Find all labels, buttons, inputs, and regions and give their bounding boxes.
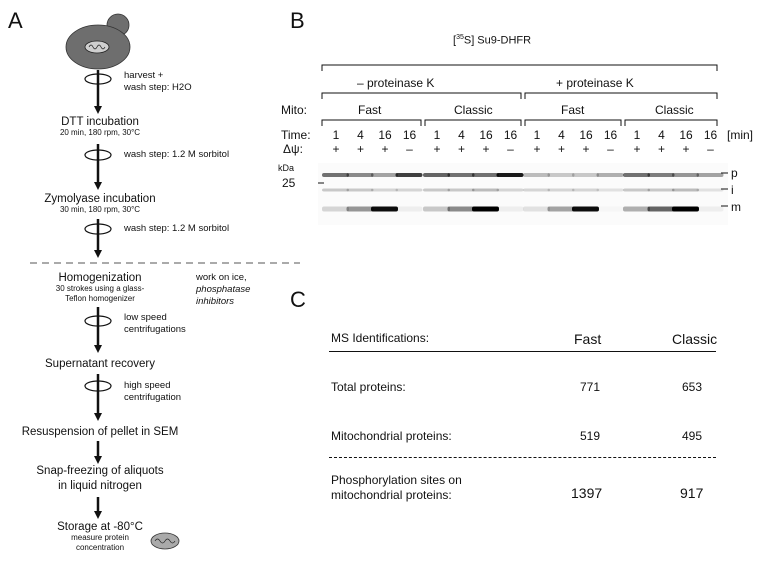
ms-header-classic: Classic bbox=[672, 331, 718, 347]
gel-band-m-lane-11 bbox=[572, 207, 599, 212]
lane-psi-15: + bbox=[682, 142, 690, 156]
gel-band-i-lane-1 bbox=[322, 189, 349, 192]
group-plus-pk: + proteinase K bbox=[556, 76, 634, 90]
gel-band-p-lane-12 bbox=[597, 173, 624, 177]
gel-band-i-lane-2 bbox=[347, 189, 374, 192]
ms-row-mito-label: Mitochondrial proteins: bbox=[331, 429, 452, 443]
gel-band-m-lane-6 bbox=[448, 207, 475, 212]
step-supernatant: Supernatant recovery bbox=[45, 358, 155, 370]
ms-row-total-classic: 653 bbox=[682, 380, 703, 394]
ms-row-total-fast: 771 bbox=[580, 380, 601, 394]
step-resuspension: Resuspension of pellet in SEM bbox=[21, 426, 179, 438]
gel-band-p-lane-16 bbox=[697, 173, 724, 177]
lane-time-14: 4 bbox=[658, 128, 665, 142]
gel-image bbox=[318, 163, 728, 225]
gel-band-m-lane-12 bbox=[597, 207, 624, 212]
harvest-label: harvest + wash step: H2O bbox=[124, 70, 192, 93]
gel-band-p-lane-14 bbox=[648, 173, 675, 177]
lane-psi-11: + bbox=[582, 142, 590, 156]
low-speed-label: low speed centrifugations bbox=[124, 312, 186, 335]
panel-label-c: C bbox=[290, 287, 306, 312]
gel-band-i-lane-3 bbox=[371, 189, 398, 192]
step-storage: Storage at -80°C measure protein concentration bbox=[57, 521, 143, 552]
gel-band-i-lane-16 bbox=[697, 189, 724, 192]
gel-brackets bbox=[300, 50, 740, 140]
lane-psi-6: + bbox=[457, 142, 465, 156]
lane-psi-10: + bbox=[557, 142, 565, 156]
kda-label: kDa bbox=[278, 163, 295, 173]
gel-band-i-lane-14 bbox=[648, 189, 675, 192]
wash-sorbitol-label-1: wash step: 1.2 M sorbitol bbox=[124, 149, 230, 160]
ms-header-fast: Fast bbox=[574, 331, 602, 347]
ms-header-rule bbox=[329, 351, 716, 352]
gel-band-i-lane-13 bbox=[623, 189, 650, 192]
lane-time-11: 16 bbox=[579, 128, 593, 142]
lane-time-12: 16 bbox=[603, 128, 618, 142]
step-homogenization: Homogenization 30 strokes using a glass- Teflon homogenizer bbox=[55, 272, 145, 303]
gel-band-i-lane-7 bbox=[472, 189, 499, 192]
lane-psi-16: – bbox=[707, 142, 714, 156]
lane-time-6: 4 bbox=[458, 128, 465, 142]
lane-psi-5: + bbox=[433, 142, 441, 156]
gel-band-i-lane-12 bbox=[597, 189, 624, 192]
gel-band-m-lane-2 bbox=[347, 207, 374, 212]
gel-band-i-lane-11 bbox=[572, 189, 599, 192]
gel-band-m-lane-5 bbox=[423, 207, 450, 212]
step-dtt: DTT incubation 20 min, 180 rpm, 30°C bbox=[59, 116, 141, 137]
lane-psi-8: – bbox=[507, 142, 514, 156]
psi-label: Δψ: bbox=[283, 142, 303, 156]
lane-psi-4: – bbox=[406, 142, 413, 156]
time-label: Time: bbox=[281, 128, 311, 142]
gel-band-m-lane-1 bbox=[322, 207, 349, 212]
prep-classic-2: Classic bbox=[655, 103, 694, 117]
ms-row-phospho-fast: 1397 bbox=[571, 485, 603, 501]
gel-title: [$^{35}$S] Su9-DHFR bbox=[453, 34, 532, 47]
panel-label-a: A bbox=[8, 8, 23, 33]
lane-time-3: 16 bbox=[378, 128, 392, 142]
gel-band-i-lane-10 bbox=[548, 189, 575, 192]
gel-band-p-lane-4 bbox=[396, 173, 423, 177]
lane-time-15: 16 bbox=[679, 128, 693, 142]
lane-time-7: 16 bbox=[479, 128, 493, 142]
marker-25: 25 bbox=[282, 176, 296, 190]
lane-time-10: 4 bbox=[558, 128, 565, 142]
high-speed-label: high speed centrifugation bbox=[124, 380, 182, 403]
gel-band-m-lane-8 bbox=[497, 207, 524, 212]
group-minus-pk: – proteinase K bbox=[357, 76, 435, 90]
lane-psi-3: + bbox=[381, 142, 389, 156]
gel-band-p-lane-11 bbox=[572, 173, 599, 177]
ms-row-mito-fast: 519 bbox=[580, 429, 601, 443]
gel-band-p-lane-1 bbox=[322, 173, 349, 177]
band-i: i bbox=[731, 183, 734, 197]
lane-psi-12: – bbox=[607, 142, 614, 156]
gel-band-p-lane-8 bbox=[497, 173, 524, 177]
ms-row-total-label: Total proteins: bbox=[331, 380, 406, 394]
gel-band-p-lane-10 bbox=[548, 173, 575, 177]
lane-psi-7: + bbox=[482, 142, 490, 156]
panel-label-b: B bbox=[290, 8, 305, 33]
gel-band-p-lane-7 bbox=[472, 173, 499, 177]
step-zymolyase: Zymolyase incubation 30 min, 180 rpm, 30°C bbox=[44, 193, 156, 214]
lane-time-13: 1 bbox=[633, 128, 641, 142]
gel-band-m-lane-16 bbox=[697, 207, 724, 212]
lane-time-9: 1 bbox=[533, 128, 541, 142]
band-p: p bbox=[731, 166, 738, 180]
lane-time-1: 1 bbox=[332, 128, 340, 142]
gel-band-m-lane-10 bbox=[548, 207, 575, 212]
lane-psi-9: + bbox=[533, 142, 541, 156]
gel-band-i-lane-9 bbox=[523, 189, 550, 192]
gel-band-i-lane-4 bbox=[396, 189, 423, 192]
lane-time-8: 16 bbox=[503, 128, 518, 142]
gel-band-i-lane-5 bbox=[423, 189, 450, 192]
ms-row-mito-classic: 495 bbox=[682, 429, 703, 443]
lane-psi-1: + bbox=[332, 142, 340, 156]
prep-fast-2: Fast bbox=[561, 103, 585, 117]
gel-band-p-lane-2 bbox=[347, 173, 374, 177]
lane-psi-2: + bbox=[356, 142, 364, 156]
gel-band-p-lane-9 bbox=[523, 173, 550, 177]
gel-band-m-lane-15 bbox=[672, 207, 699, 212]
gel-band-i-lane-15 bbox=[672, 189, 699, 192]
gel-band-m-lane-9 bbox=[523, 207, 550, 212]
side-note: work on ice, phosphatase inhibitors bbox=[196, 272, 251, 307]
ms-header-label: MS Identifications: bbox=[331, 331, 430, 345]
time-unit: [min] bbox=[727, 128, 754, 142]
lane-time-5: 1 bbox=[433, 128, 441, 142]
gel-band-m-lane-4 bbox=[396, 207, 423, 212]
ms-row-phospho-classic: 917 bbox=[680, 485, 704, 501]
lane-time-4: 16 bbox=[402, 128, 417, 142]
lane-time-2: 4 bbox=[357, 128, 364, 142]
gel-band-p-lane-13 bbox=[623, 173, 650, 177]
gel-band-i-lane-8 bbox=[497, 189, 524, 192]
step-snap-freezing: Snap-freezing of aliquots in liquid nitrogen bbox=[36, 465, 164, 492]
wash-sorbitol-label-2: wash step: 1.2 M sorbitol bbox=[124, 223, 230, 234]
gel-band-m-lane-14 bbox=[648, 207, 675, 212]
prep-classic-1: Classic bbox=[454, 103, 493, 117]
gel-band-m-lane-13 bbox=[623, 207, 650, 212]
lane-psi-14: + bbox=[657, 142, 665, 156]
mito-label: Mito: bbox=[281, 103, 308, 117]
gel-band-p-lane-15 bbox=[672, 173, 699, 177]
ms-dashed-rule bbox=[329, 457, 716, 458]
lane-time-16: 16 bbox=[703, 128, 718, 142]
gel-band-p-lane-5 bbox=[423, 173, 450, 177]
lane-psi-13: + bbox=[633, 142, 641, 156]
gel-band-p-lane-3 bbox=[371, 173, 398, 177]
gel-band-i-lane-6 bbox=[448, 189, 475, 192]
gel-band-p-lane-6 bbox=[448, 173, 475, 177]
prep-fast-1: Fast bbox=[358, 103, 382, 117]
gel-band-m-lane-3 bbox=[371, 207, 398, 212]
yeast-cell-icon bbox=[66, 14, 130, 69]
band-m: m bbox=[731, 200, 741, 214]
ms-row-phospho-label: Phosphorylation sites on mitochondrial proteins: bbox=[331, 473, 462, 502]
gel-band-m-lane-7 bbox=[472, 207, 499, 212]
